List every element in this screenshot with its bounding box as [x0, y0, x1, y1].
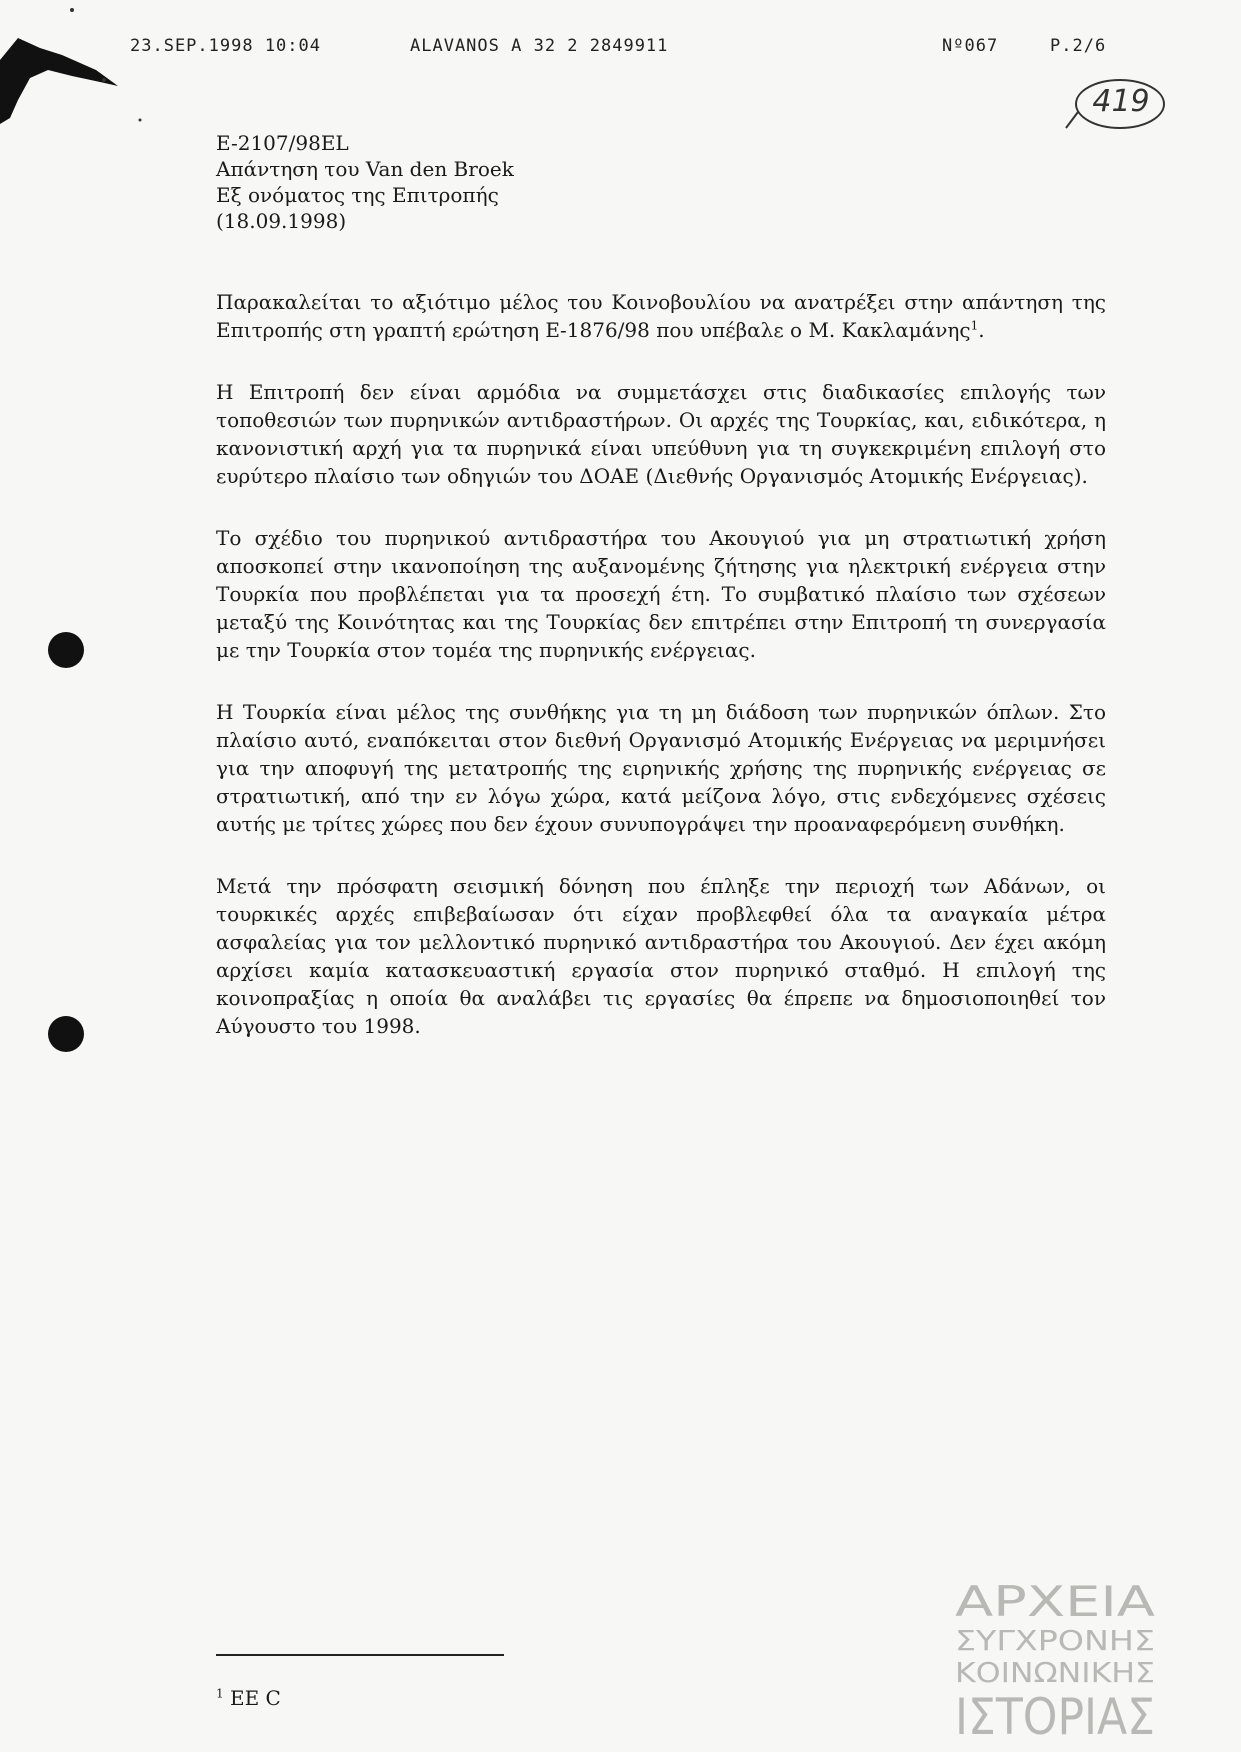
- on-behalf-of: Εξ ονόματος της Επιτροπής: [216, 183, 499, 207]
- fax-page: P.2/6: [1050, 36, 1107, 56]
- punch-hole: [48, 1016, 84, 1052]
- paragraph-1-text: Παρακαλείται το αξιότιμο μέλος του Κοινοβουλίου να ανατρέξει στην απάντηση της Επιτροπής στη γραπτή ερώτηση Ε-1876/98 που υπέβαλε ο Μ. Κακλαμάνης: [216, 290, 1106, 342]
- paragraph-1: [216, 288, 1106, 344]
- punch-hole: [48, 632, 84, 668]
- paragraph-3: Το σχέδιο του πυρηνικού αντιδραστήρα του Ακουγιού για μη στρατιωτική χρήση αποσκοπεί στην ικανοποίηση της αυξανομένης ζήτησης για ηλεκτρική ενέργεια στην Τουρκία που προβλέπεται για τα προσεχή έτη. Το συμβατικό πλαίσιο των σχέσεων μεταξύ της Κοινότητας και της Τουρκίας δεν επιτρέπει στην Επιτροπή τη συνεργασία με την Τουρκία στον τομέα της πυρηνικής ενέργειας.: [216, 526, 1106, 662]
- footnote: [216, 1686, 281, 1710]
- page-stamp: [1064, 76, 1168, 134]
- logo-line-4: ΙΣΤΟΡΙΑΣ: [955, 1688, 1155, 1740]
- logo-line-2: ΣΥΓΧΡΟΝΗΣ: [955, 1624, 1155, 1657]
- logo-line-1: ΑΡΧΕΙΑ: [955, 1577, 1156, 1626]
- fax-number: Nº067: [942, 36, 999, 56]
- logo-line-3: ΚΟΙΝΩΝΙΚΗΣ: [955, 1656, 1155, 1689]
- footnote-divider: [216, 1654, 504, 1656]
- paragraph-5: Μετά την πρόσφατη σεισμική δόνηση που έπληξε την περιοχή των Αδάνων, οι τουρκικές αρχές επιβεβαίωσαν ότι είχαν προβλεφθεί όλα τα αναγκαία μέτρα ασφαλείας για τον μελλοντικό πυρηνικό αντιδραστήρα του Ακουγιού. Δεν έχει ακόμη αρχίσει καμία κατασκευαστική εργασία στον πυρηνικό σταθμό. Η επιλογή της κοινοπραξίας η οποία θα αναλάβει τις εργασίες θα έπρεπε να δημοσιοποιηθεί τον Αύγουστο του 1998.: [216, 874, 1106, 1038]
- reference-block: [216, 130, 514, 234]
- fax-datetime: 23.SEP.1998 10:04: [130, 36, 321, 56]
- body-text: [216, 288, 1106, 1074]
- footnote-ref: 1: [970, 318, 979, 333]
- stamp-number: 419: [1092, 84, 1150, 119]
- paragraph-2: Η Επιτροπή δεν είναι αρμόδια να συμμετάσχει στις διαδικασίες επιλογής των τοποθεσιών των πυρηνικών αντιδραστήρων. Οι αρχές της Τουρκίας, και, ειδικότερα, η κανονιστική αρχή για τα πυρηνικά είναι υπεύθυνη για τη συγκεκριμένη επιλογή στο ευρύτερο πλαίσιο των οδηγιών του ΔΟΑΕ (Διεθνής Οργανισμός Ατομικής Ενέργειας).: [216, 380, 1106, 488]
- paragraph-4: Η Τουρκία είναι μέλος της συνθήκης για τη μη διάδοση των πυρηνικών όπλων. Στο πλαίσιο αυτό, εναπόκειται στον διεθνή Οργανισμό Ατομικής Ενέργειας να μεριμνήσει για την αποφυγή της μετατροπής της ειρηνικής χρήσης της πυρηνικής ενέργειας σε στρατιωτική, από την εν λόγω χώρα, κατά μείζονα λόγο, στις ενδεχόμενες σχέσεις αυτής με τρίτες χώρες που δεν έχουν συνυπογράψει την προαναφερόμενη συνθήκη.: [216, 700, 1106, 836]
- fax-header: [130, 36, 1130, 66]
- answer-date: (18.09.1998): [216, 209, 347, 233]
- footnote-text: EE C: [230, 1686, 281, 1710]
- paragraph-1-end: .: [978, 318, 985, 342]
- scan-corner-mark: [0, 0, 150, 130]
- answer-by: Απάντηση του Van den Broek: [216, 157, 514, 181]
- archive-logo: [944, 1570, 1166, 1740]
- document-id: E-2107/98EL: [216, 131, 349, 155]
- footnote-marker: 1: [216, 1686, 224, 1701]
- fax-sender: ALAVANOS A 32 2 2849911: [410, 36, 669, 56]
